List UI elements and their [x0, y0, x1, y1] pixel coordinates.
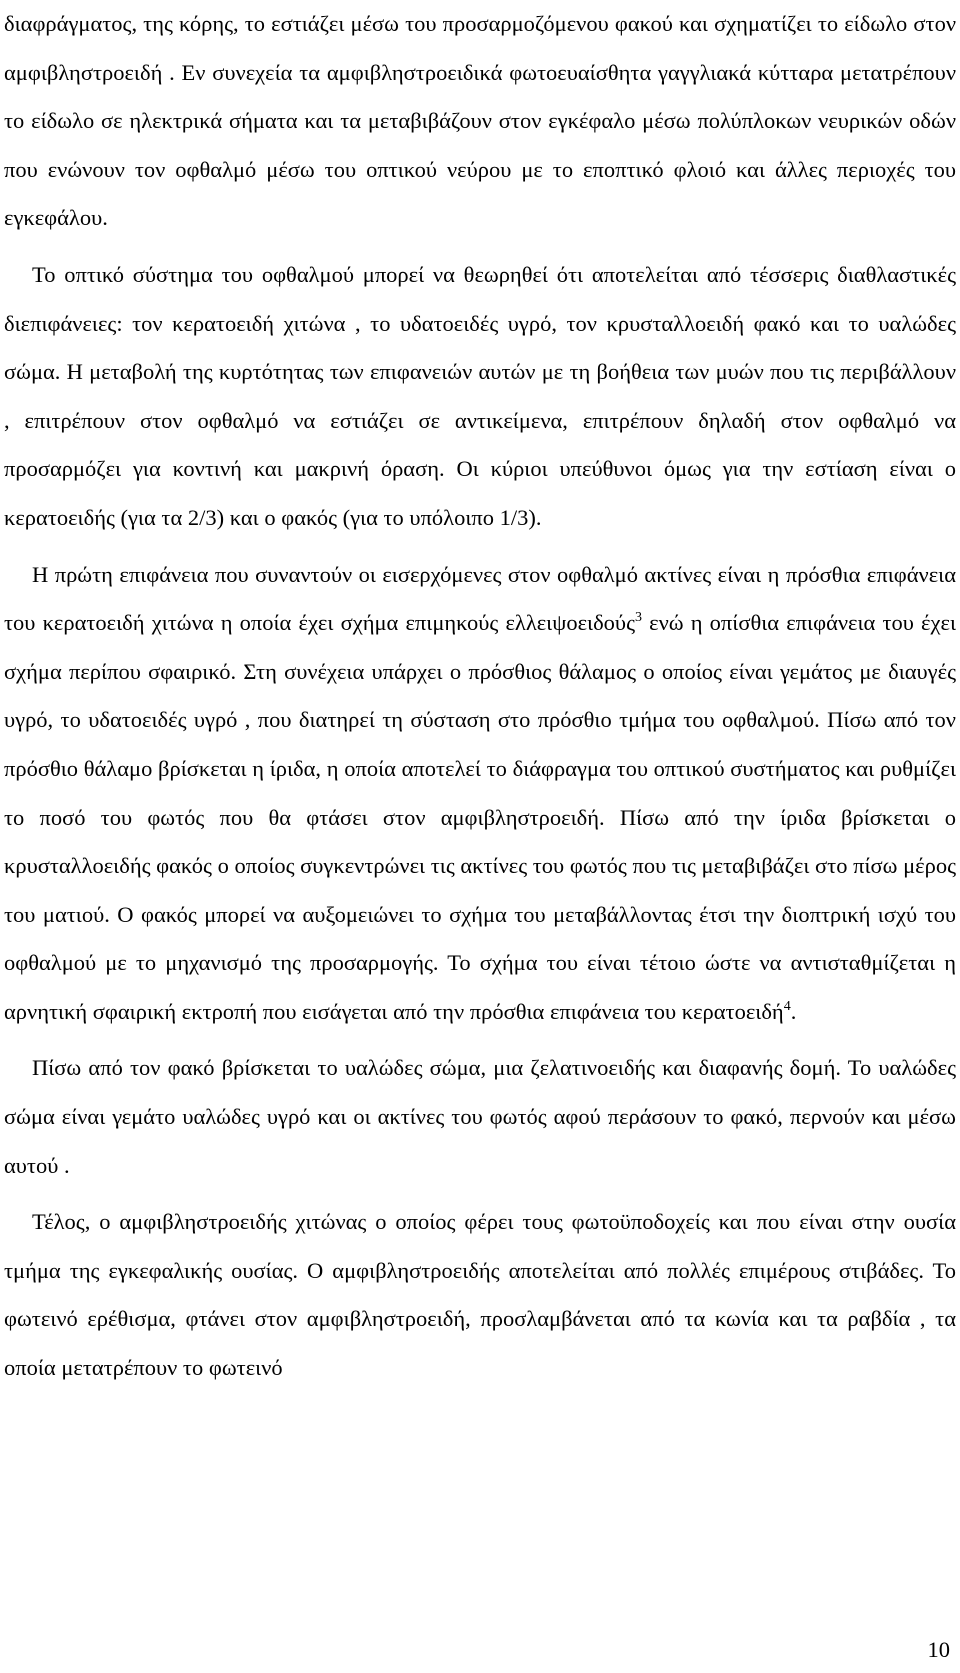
- paragraph-text-segment: Η πρώτη επιφάνεια που συναντούν οι εισερχόμενες στον οφθαλμό ακτίνες είναι η πρόσθια επιφάνεια του κερατοειδή χιτώνα η οποία έχει σχήμα επιμηκούς ελλειψοειδούς: [4, 561, 956, 636]
- paragraph-retina: Τέλος, ο αμφιβληστροειδής χιτώνας ο οποίος φέρει τους φωτοϋποδοχείς και που είναι στην ουσία τμήμα της εγκεφαλικής ουσίας. Ο αμφιβληστροειδής αποτελείται από πολλές επιμέρους στιβάδες. Το φωτεινό ερέθισμα, φτάνει στον αμφιβληστροειδή, προσλαμβάνεται από τα κωνία και τα ραβδία , τα οποία μετατρέπουν το φωτεινό: [4, 1209, 956, 1381]
- paragraph-optical-system: Το οπτικό σύστημα του οφθαλμού μπορεί να θεωρηθεί ότι αποτελείται από τέσσερις διαθλαστικές διεπιφάνειες: τον κερατοειδή χιτώνα , το υδατοειδές υγρό, τον κρυσταλλοειδή φακό και το υαλώδες σώμα. Η μεταβολή της κυρτότητας των επιφανειών αυτών με τη βοήθεια των μυών που τις περιβάλλουν , επιτρέπουν στον οφθαλμό να εστιάζει σε αντικείμενα, επιτρέπουν δηλαδή στον οφθαλμό να προσαρμόζει για κοντινή και μακρινή όραση. Οι κύριοι υπεύθυνοι όμως για την εστίαση είναι ο κερατοειδής (για τα 2/3) και ο φακός (για το υπόλοιπο 1/3).: [4, 261, 956, 530]
- paragraph-text-segment: ενώ η οπίσθια επιφάνεια του έχει σχήμα περίπου σφαιρικό. Στη συνέχεια υπάρχει ο πρόσθιος θάλαμος ο οποίος είναι γεμάτος με διαυγές υγρό, το υδατοειδές υγρό , που διατηρεί τη σύσταση στο πρόσθιο τμήμα του οφθαλμού. Πίσω από τον πρόσθιο θάλαμο βρίσκεται η ίριδα, η οποία αποτελεί το διάφραγμα του οπτικού συστήματος και ρυθμίζει το ποσό του φωτός που θα φτάσει στον αμφιβληστροειδή. Πίσω από την ίριδα βρίσκεται ο κρυσταλλοειδής φακός ο οποίος συγκεντρώνει τις ακτίνες του φωτός που τις μεταβιβάζει στο πίσω μέρος του ματιού. Ο φακός μπορεί να αυξομειώνει το σχήμα του μεταβάλλοντας έτσι την διοπτρική ισχύ του οφθαλμού με το μηχανισμό της προσαρμογής. Το σχήμα του είναι τέτοιο ώστε να αντισταθμίζεται η αρνητική σφαιρική εκτροπή που εισάγεται από την πρόσθια επιφάνεια του κερατοειδή: [4, 610, 956, 1024]
- paragraph-vitreous-body: Πίσω από τον φακό βρίσκεται το υαλώδες σώμα, μια ζελατινοειδής και διαφανής δομή. Το υαλώδες σώμα είναι γεμάτο υαλώδες υγρό και οι ακτίνες του φωτός αφού περάσουν το φακό, περνούν και μέσω αυτού .: [4, 1055, 956, 1178]
- body-text: [4, 0, 956, 1401]
- footnote-reference: 3: [634, 610, 642, 626]
- footnote-reference: 4: [783, 998, 791, 1014]
- paragraph-text-segment: .: [790, 998, 797, 1024]
- paragraph-continuation: διαφράγματος, της κόρης, το εστιάζει μέσω του προσαρμοζόμενου φακού και σχηματίζει το είδωλο στον αμφιβληστροειδή . Εν συνεχεία τα αμφιβληστροειδικά φωτοευαίσθητα γαγγλιακά κύτταρα μετατρέπουν το είδωλο σε ηλεκτρικά σήματα και τα μεταβιβάζουν στον εγκέφαλο μέσω πολύπλοκων νευρικών οδών που ενώνουν τον οφθαλμό μέσω του οπτικού νεύρου με το εποπτικό φλοιό και άλλες περιοχές του εγκεφάλου.: [4, 11, 956, 231]
- page-number: 10: [927, 1637, 950, 1662]
- paragraph-cornea-and-lens: [4, 551, 956, 1037]
